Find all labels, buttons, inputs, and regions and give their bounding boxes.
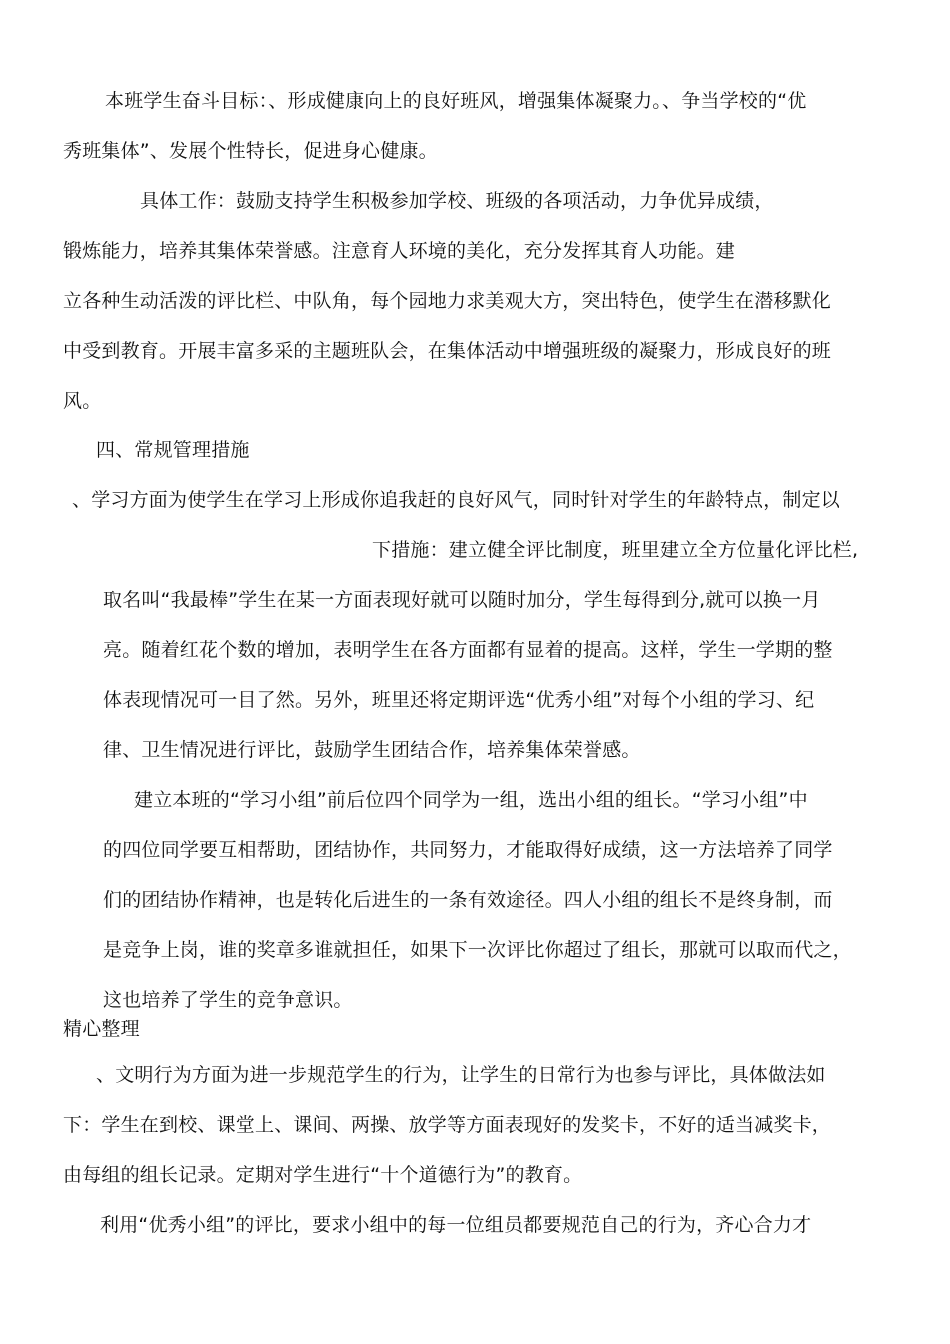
text-line-12: 亮。随着红花个数的增加，表明学生在各方面都有显着的提高。这样，学生一学期的整 [103,639,833,661]
text-line-9: 、学习方面为使学生在学习上形成你追我赶的良好风气，同时针对学生的年龄特点，制定以 [72,489,841,511]
text-line-6: 中受到教育。开展丰富多采的主题班队会，在集体活动中增强班级的凝聚力，形成良好的班 [63,340,832,362]
text-line-22: 下：学生在到校、课堂上、课间、两操、放学等方面表现好的发奖卡，不好的适当减奖卡， [63,1114,832,1136]
text-line-19: 这也培养了学生的竞争意识。 [103,989,353,1011]
section-heading: 四、常规管理措施 [96,439,250,461]
text-line-1: 本班学生奋斗目标：、形成健康向上的良好班风，增强集体凝聚力。、争当学校的“优 [105,90,807,112]
text-line-5: 立各种生动活泼的评比栏、中队角，每个园地力求美观大方，突出特色，使学生在潜移默化 [63,290,832,312]
text-line-11: 取名叫“我最棒”学生在某一方面表现好就可以随时加分，学生每得到分,就可以换一月 [103,589,821,611]
text-line-7: 风。 [63,390,102,412]
text-line-13: 体表现情况可一目了然。另外，班里还将定期评选“优秀小组”对每个小组的学习、纪 [103,689,815,711]
text-line-21: 、文明行为方面为进一步规范学生的行为，让学生的日常行为也参与评比，具体做法如 [96,1064,826,1086]
text-line-3: 具体工作：鼓励支持学生积极参加学校、班级的各项活动，力争优异成绩， [140,190,774,212]
text-line-14: 律、卫生情况进行评比，鼓励学生团结合作，培养集体荣誉感。 [103,739,641,761]
text-line-24: 利用“优秀小组”的评比，要求小组中的每一位组员都要规范自己的行为，齐心合力才 [100,1214,812,1236]
text-line-15: 建立本班的“学习小组”前后位四个同学为一组，选出小组的组长。“学习小组”中 [134,789,808,811]
text-line-10: 下措施：建立健全评比制度，班里建立全方位量化评比栏, [372,539,859,561]
text-line-17: 们的团结协作精神，也是转化后进生的一条有效途径。四人小组的组长不是终身制，而 [103,889,833,911]
text-line-18: 是竞争上岗，谁的奖章多谁就担任，如果下一次评比你超过了组长，那就可以取而代之， [103,939,852,961]
text-line-16: 的四位同学要互相帮助，团结协作，共同努力，才能取得好成绩，这一方法培养了同学 [103,839,833,861]
watermark-text: 精心整理 [63,1018,140,1040]
text-line-4: 锻炼能力，培养其集体荣誉感。注意育人环境的美化，充分发挥其育人功能。建 [63,240,736,262]
text-line-2: 秀班集体”、发展个性特长，促进身心健康。 [63,140,438,162]
text-line-23: 由每组的组长记录。定期对学生进行“十个道德行为”的教育。 [63,1164,583,1186]
